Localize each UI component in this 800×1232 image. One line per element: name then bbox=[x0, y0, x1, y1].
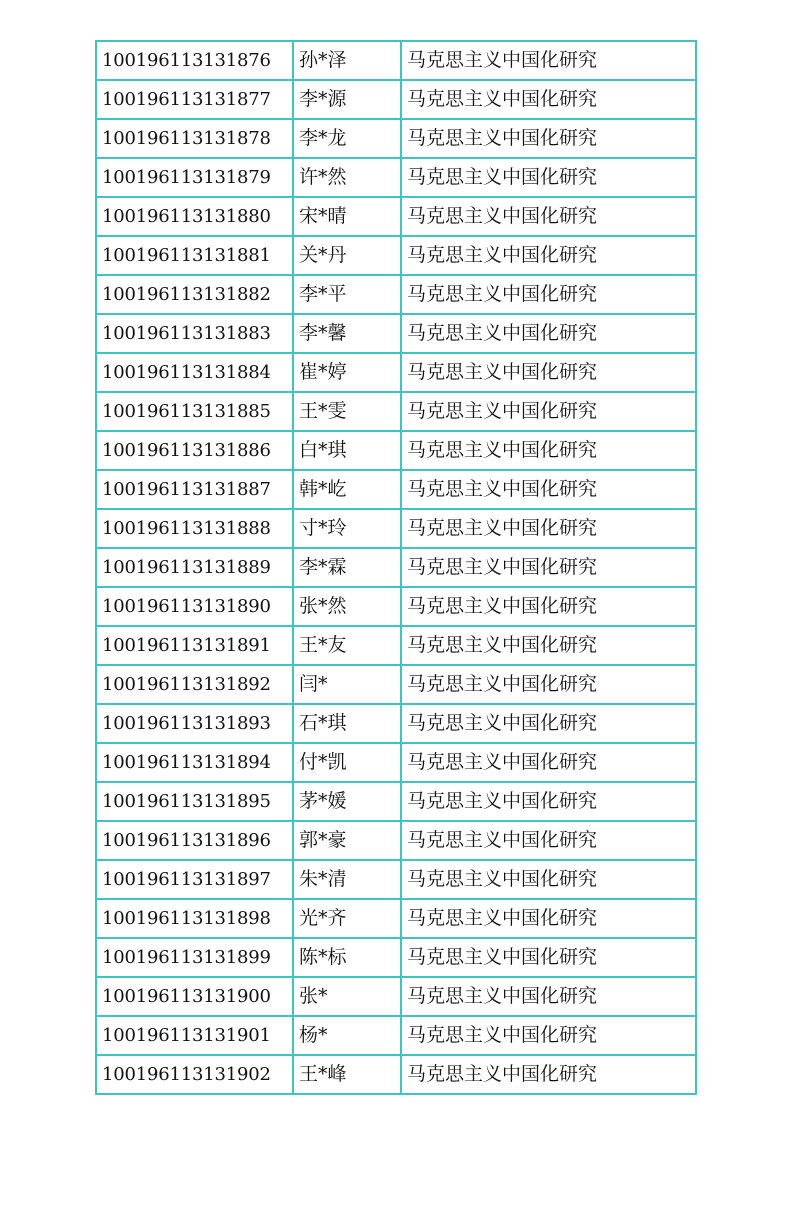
name-cell: 石*琪 bbox=[293, 704, 401, 743]
table-row bbox=[96, 548, 696, 587]
id-cell: 100196113131898 bbox=[96, 899, 293, 938]
name-cell: 张*然 bbox=[293, 587, 401, 626]
table-row bbox=[96, 1055, 696, 1094]
major-cell: 马克思主义中国化研究 bbox=[401, 236, 696, 275]
id-cell: 100196113131888 bbox=[96, 509, 293, 548]
major-cell: 马克思主义中国化研究 bbox=[401, 392, 696, 431]
major-cell: 马克思主义中国化研究 bbox=[401, 1055, 696, 1094]
major-cell: 马克思主义中国化研究 bbox=[401, 821, 696, 860]
major-cell: 马克思主义中国化研究 bbox=[401, 626, 696, 665]
major-cell: 马克思主义中国化研究 bbox=[401, 41, 696, 80]
name-cell: 崔*婷 bbox=[293, 353, 401, 392]
table-row bbox=[96, 821, 696, 860]
table-row bbox=[96, 197, 696, 236]
id-cell: 100196113131876 bbox=[96, 41, 293, 80]
table-row bbox=[96, 860, 696, 899]
major-cell: 马克思主义中国化研究 bbox=[401, 275, 696, 314]
name-cell: 王*友 bbox=[293, 626, 401, 665]
id-cell: 100196113131895 bbox=[96, 782, 293, 821]
name-cell: 茅*媛 bbox=[293, 782, 401, 821]
id-cell: 100196113131877 bbox=[96, 80, 293, 119]
id-cell: 100196113131896 bbox=[96, 821, 293, 860]
major-cell: 马克思主义中国化研究 bbox=[401, 743, 696, 782]
major-cell: 马克思主义中国化研究 bbox=[401, 665, 696, 704]
name-cell: 王*雯 bbox=[293, 392, 401, 431]
id-cell: 100196113131887 bbox=[96, 470, 293, 509]
id-cell: 100196113131892 bbox=[96, 665, 293, 704]
table-row bbox=[96, 119, 696, 158]
id-cell: 100196113131885 bbox=[96, 392, 293, 431]
name-cell: 白*琪 bbox=[293, 431, 401, 470]
table-row bbox=[96, 743, 696, 782]
table-row bbox=[96, 899, 696, 938]
name-cell: 光*齐 bbox=[293, 899, 401, 938]
table-row bbox=[96, 314, 696, 353]
id-cell: 100196113131897 bbox=[96, 860, 293, 899]
table-row bbox=[96, 353, 696, 392]
id-cell: 100196113131890 bbox=[96, 587, 293, 626]
table-row bbox=[96, 80, 696, 119]
major-cell: 马克思主义中国化研究 bbox=[401, 431, 696, 470]
major-cell: 马克思主义中国化研究 bbox=[401, 119, 696, 158]
major-cell: 马克思主义中国化研究 bbox=[401, 860, 696, 899]
table-row bbox=[96, 938, 696, 977]
table-row bbox=[96, 236, 696, 275]
table-row bbox=[96, 587, 696, 626]
major-cell: 马克思主义中国化研究 bbox=[401, 548, 696, 587]
name-cell: 闫* bbox=[293, 665, 401, 704]
major-cell: 马克思主义中国化研究 bbox=[401, 938, 696, 977]
major-cell: 马克思主义中国化研究 bbox=[401, 899, 696, 938]
id-cell: 100196113131899 bbox=[96, 938, 293, 977]
table-row bbox=[96, 782, 696, 821]
name-cell: 寸*玲 bbox=[293, 509, 401, 548]
table-row bbox=[96, 665, 696, 704]
major-cell: 马克思主义中国化研究 bbox=[401, 353, 696, 392]
name-cell: 李*平 bbox=[293, 275, 401, 314]
major-cell: 马克思主义中国化研究 bbox=[401, 977, 696, 1016]
major-cell: 马克思主义中国化研究 bbox=[401, 509, 696, 548]
name-cell: 陈*标 bbox=[293, 938, 401, 977]
major-cell: 马克思主义中国化研究 bbox=[401, 1016, 696, 1055]
name-cell: 付*凯 bbox=[293, 743, 401, 782]
id-cell: 100196113131884 bbox=[96, 353, 293, 392]
id-cell: 100196113131883 bbox=[96, 314, 293, 353]
name-cell: 李*源 bbox=[293, 80, 401, 119]
name-cell: 郭*豪 bbox=[293, 821, 401, 860]
id-cell: 100196113131894 bbox=[96, 743, 293, 782]
table-row bbox=[96, 158, 696, 197]
id-cell: 100196113131880 bbox=[96, 197, 293, 236]
name-cell: 朱*清 bbox=[293, 860, 401, 899]
name-cell: 韩*屹 bbox=[293, 470, 401, 509]
name-cell: 王*峰 bbox=[293, 1055, 401, 1094]
name-cell: 宋*晴 bbox=[293, 197, 401, 236]
name-cell: 李*霖 bbox=[293, 548, 401, 587]
table-row bbox=[96, 1016, 696, 1055]
major-cell: 马克思主义中国化研究 bbox=[401, 470, 696, 509]
major-cell: 马克思主义中国化研究 bbox=[401, 197, 696, 236]
major-cell: 马克思主义中国化研究 bbox=[401, 158, 696, 197]
table-row bbox=[96, 704, 696, 743]
id-cell: 100196113131878 bbox=[96, 119, 293, 158]
major-cell: 马克思主义中国化研究 bbox=[401, 314, 696, 353]
table-row bbox=[96, 509, 696, 548]
table-row bbox=[96, 41, 696, 80]
id-cell: 100196113131889 bbox=[96, 548, 293, 587]
id-cell: 100196113131882 bbox=[96, 275, 293, 314]
id-cell: 100196113131886 bbox=[96, 431, 293, 470]
table-row bbox=[96, 626, 696, 665]
name-cell: 孙*泽 bbox=[293, 41, 401, 80]
name-cell: 李*馨 bbox=[293, 314, 401, 353]
student-roster-table bbox=[95, 40, 697, 1095]
table-row bbox=[96, 431, 696, 470]
table-row bbox=[96, 470, 696, 509]
major-cell: 马克思主义中国化研究 bbox=[401, 704, 696, 743]
table-row bbox=[96, 275, 696, 314]
name-cell: 关*丹 bbox=[293, 236, 401, 275]
name-cell: 张* bbox=[293, 977, 401, 1016]
table-row bbox=[96, 977, 696, 1016]
id-cell: 100196113131901 bbox=[96, 1016, 293, 1055]
major-cell: 马克思主义中国化研究 bbox=[401, 80, 696, 119]
id-cell: 100196113131881 bbox=[96, 236, 293, 275]
id-cell: 100196113131893 bbox=[96, 704, 293, 743]
id-cell: 100196113131879 bbox=[96, 158, 293, 197]
name-cell: 李*龙 bbox=[293, 119, 401, 158]
major-cell: 马克思主义中国化研究 bbox=[401, 782, 696, 821]
table-row bbox=[96, 392, 696, 431]
id-cell: 100196113131902 bbox=[96, 1055, 293, 1094]
id-cell: 100196113131891 bbox=[96, 626, 293, 665]
id-cell: 100196113131900 bbox=[96, 977, 293, 1016]
major-cell: 马克思主义中国化研究 bbox=[401, 587, 696, 626]
name-cell: 杨* bbox=[293, 1016, 401, 1055]
roster-table-body bbox=[96, 41, 696, 1094]
name-cell: 许*然 bbox=[293, 158, 401, 197]
